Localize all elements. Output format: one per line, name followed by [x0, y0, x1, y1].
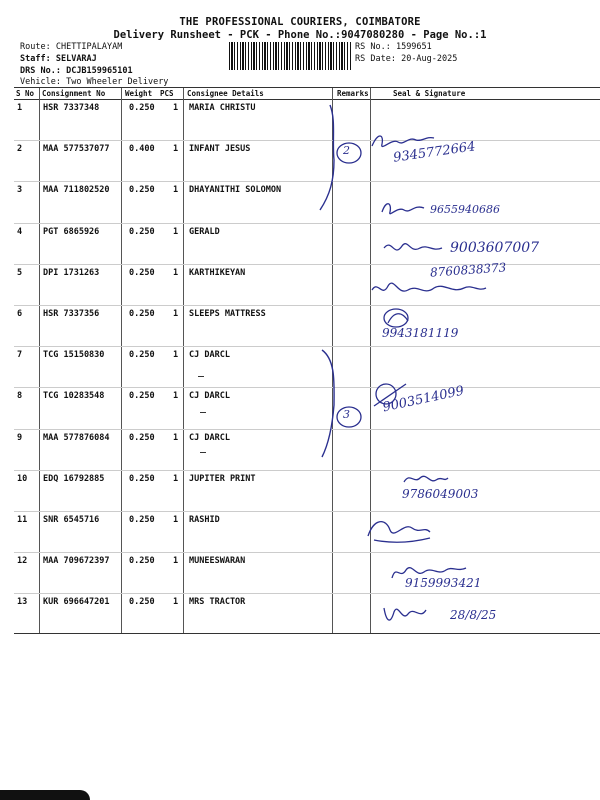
signature-scribble	[378, 198, 428, 220]
row-consignment-no: DPI 1731263	[43, 268, 100, 278]
row-separator	[14, 140, 600, 141]
signature-phone: 9345772664	[392, 139, 477, 166]
staff-label: Staff:	[20, 54, 51, 64]
row-weight: 0.250	[129, 309, 155, 319]
row-weight: 0.250	[129, 597, 155, 607]
row-consignee: CJ DARCL	[189, 391, 230, 401]
handwritten-dash	[198, 376, 204, 377]
row-pcs: 1	[173, 268, 179, 278]
row-pcs: 1	[173, 474, 179, 484]
row-sno: 5	[17, 268, 23, 278]
signature-phone: 9786049003	[402, 487, 479, 501]
row-weight: 0.400	[129, 144, 155, 154]
rs-date-value: 20-Aug-2025	[401, 54, 458, 64]
row-weight: 0.250	[129, 185, 155, 195]
row-weight: 0.250	[129, 515, 155, 525]
row-separator	[14, 305, 600, 306]
row-weight: 0.250	[129, 433, 155, 443]
row-separator	[14, 387, 600, 388]
row-pcs: 1	[173, 391, 179, 401]
handwritten-dash	[200, 452, 206, 453]
row-consignee: KARTHIKEYAN	[189, 268, 246, 278]
row-consignee: CJ DARCL	[189, 433, 230, 443]
row-pcs: 1	[173, 433, 179, 443]
row-weight: 0.250	[129, 350, 155, 360]
col-header-sno: S No	[16, 89, 35, 98]
col-header-consignment: Consignment No	[42, 89, 106, 98]
rs-no-label: RS No.:	[355, 42, 391, 52]
row-weight: 0.250	[129, 268, 155, 278]
drs-field	[20, 66, 133, 76]
remark-2: 2	[343, 144, 350, 157]
row-pcs: 1	[173, 597, 179, 607]
rs-date-field	[355, 54, 457, 64]
row-consignee: MRS TRACTOR	[189, 597, 246, 607]
row-separator	[14, 223, 600, 224]
row-separator	[14, 593, 600, 594]
rs-no-value: 1599651	[395, 42, 432, 52]
row-sno: 4	[17, 227, 23, 237]
table-top-border	[14, 87, 600, 88]
signature-scribble	[364, 512, 434, 546]
row-sno: 3	[17, 185, 23, 195]
row-weight: 0.250	[129, 474, 155, 484]
row-pcs: 1	[173, 144, 179, 154]
row-consignee: INFANT JESUS	[189, 144, 251, 154]
row-consignment-no: MAA 577876084	[43, 433, 110, 443]
row-pcs: 1	[173, 309, 179, 319]
signature-phone: 9003607007	[450, 240, 540, 256]
runsheet-subtitle: Delivery Runsheet - PCK - Phone No.:9047080280 - Page No.:1	[113, 29, 487, 41]
signature-phone: 8760838373	[429, 260, 507, 280]
row-consignment-no: EDQ 16792885	[43, 474, 105, 484]
row-separator	[14, 346, 600, 347]
signature-scribble	[380, 600, 430, 630]
signature-phone: 9003514099	[381, 383, 466, 416]
row-consignment-no: PGT 6865926	[43, 227, 100, 237]
col-header-seal: Seal & Signature	[393, 89, 466, 98]
row-pcs: 1	[173, 350, 179, 360]
row-separator	[14, 511, 600, 512]
drs-label: DRS No.:	[20, 66, 61, 76]
table-bottom-border	[14, 633, 600, 634]
row-weight: 0.250	[129, 556, 155, 566]
scan-artifact	[0, 790, 90, 800]
row-consignee: DHAYANITHI SOLOMON	[189, 185, 282, 195]
row-separator	[14, 552, 600, 553]
route-value: CHETTIPALAYAM	[55, 42, 123, 52]
staff-field	[20, 54, 97, 64]
company-title: THE PROFESSIONAL COURIERS, COIMBATORE	[179, 16, 421, 28]
row-sno: 10	[17, 474, 28, 484]
signature-scribble	[368, 278, 488, 300]
row-consignment-no: SNR 6545716	[43, 515, 100, 525]
vehicle-label: Vehicle:	[20, 77, 61, 87]
col-header-weight: Weight	[125, 89, 153, 98]
row-separator	[14, 264, 600, 265]
row-consignee: CJ DARCL	[189, 350, 230, 360]
route-field	[20, 42, 122, 52]
row-sno: 1	[17, 103, 23, 113]
signature-scribble	[400, 470, 450, 488]
signature-scribble	[380, 236, 450, 260]
row-sno: 7	[17, 350, 23, 360]
row-consignee: SLEEPS MATTRESS	[189, 309, 266, 319]
col-header-consignee: Consignee Details	[187, 89, 264, 98]
header-bottom-border	[14, 99, 600, 100]
row-sno: 12	[17, 556, 28, 566]
row-consignee: MUNEESWARAN	[189, 556, 246, 566]
row-sno: 13	[17, 597, 28, 607]
row-consignee: RASHID	[189, 515, 220, 525]
rs-date-label: RS Date:	[355, 54, 396, 64]
row-consignee: JUPITER PRINT	[189, 474, 256, 484]
signature-date: 28/8/25	[450, 608, 497, 622]
row-consignment-no: TCG 15150830	[43, 350, 105, 360]
vehicle-value: Two Wheeler Delivery	[66, 77, 169, 87]
row-separator	[14, 181, 600, 182]
row-sno: 11	[17, 515, 28, 525]
row-weight: 0.250	[129, 391, 155, 401]
row-separator	[14, 470, 600, 471]
col-header-pcs: PCS	[160, 89, 174, 98]
row-consignment-no: KUR 696647201	[43, 597, 110, 607]
row-sno: 9	[17, 433, 23, 443]
row-weight: 0.250	[129, 103, 155, 113]
signature-phone: 9655940686	[430, 203, 500, 216]
row-consignee: MARIA CHRISTU	[189, 103, 256, 113]
row-sno: 2	[17, 144, 23, 154]
row-sno: 6	[17, 309, 23, 319]
barcode	[229, 42, 351, 70]
col-header-remarks: Remarks	[337, 89, 369, 98]
row-pcs: 1	[173, 227, 179, 237]
row-sno: 8	[17, 391, 23, 401]
row-pcs: 1	[173, 556, 179, 566]
row-pcs: 1	[173, 515, 179, 525]
row-consignment-no: HSR 7337348	[43, 103, 100, 113]
staff-value: SELVARAJ	[55, 54, 97, 64]
remark-3: 3	[343, 408, 350, 421]
handwritten-dash	[200, 412, 206, 413]
row-separator	[14, 429, 600, 430]
route-label: Route:	[20, 42, 51, 52]
row-consignment-no: MAA 577537077	[43, 144, 110, 154]
vehicle-field	[20, 77, 168, 87]
rs-no-field	[355, 42, 432, 52]
row-consignee: GERALD	[189, 227, 220, 237]
row-consignment-no: MAA 709672397	[43, 556, 110, 566]
row-weight: 0.250	[129, 227, 155, 237]
drs-value: DCJB159965101	[66, 66, 133, 76]
signature-phone: 9943181119	[382, 326, 459, 340]
row-consignment-no: MAA 711802520	[43, 185, 110, 195]
row-consignment-no: TCG 10283548	[43, 391, 105, 401]
row-pcs: 1	[173, 185, 179, 195]
row-consignment-no: HSR 7337356	[43, 309, 100, 319]
signature-phone: 9159993421	[405, 576, 482, 590]
row-pcs: 1	[173, 103, 179, 113]
